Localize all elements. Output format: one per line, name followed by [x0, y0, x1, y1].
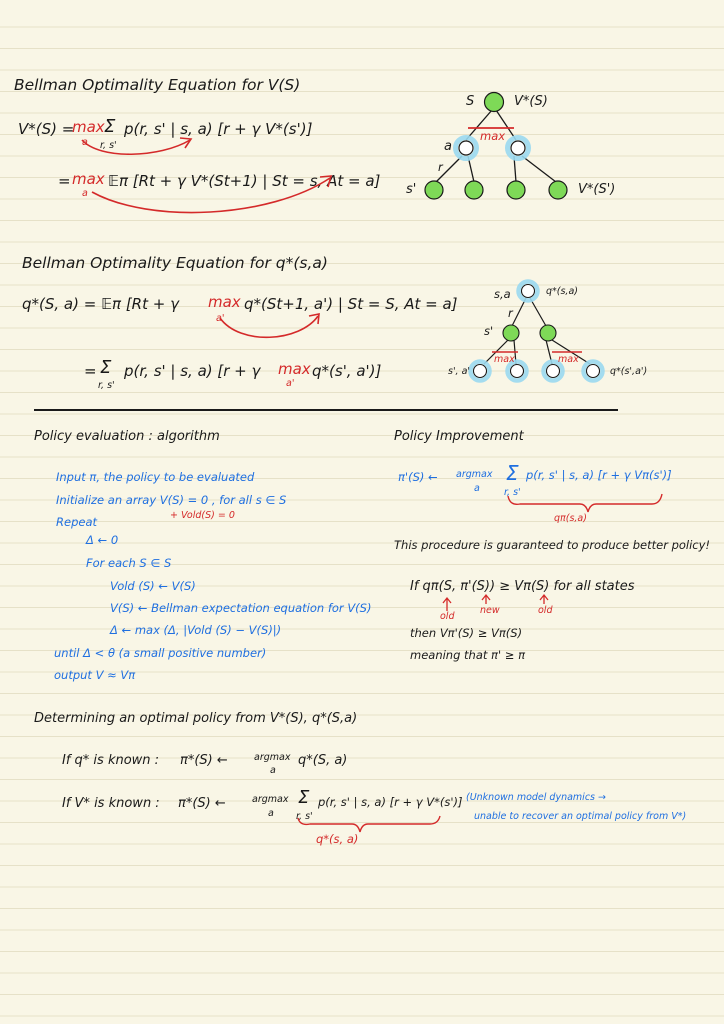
tree-q-max-left-label: max: [494, 354, 515, 365]
section-title-bellman-q: Bellman Optimality Equation for q*(s,a): [22, 254, 328, 272]
policy-improve-then-line: then Vπ'(S) ≥ Vπ(S): [410, 626, 523, 640]
optimal-line2-sum: Σ: [298, 787, 310, 808]
eq2-equals: =: [58, 172, 71, 190]
q-eq2-body-b: q*(s', a')]: [312, 362, 382, 380]
eq1-arrow: [82, 137, 190, 154]
policy-improve-brace-label: qπ(s,a): [554, 513, 587, 524]
policy-improve-lhs: π'(S) ←: [398, 470, 438, 484]
optimal-line2-argmax: argmax: [252, 794, 289, 805]
optimal-line1-argmax-sub: a: [270, 765, 276, 776]
policy-improve-title: Policy Improvement: [394, 429, 524, 444]
tree-v-action-node-right: [511, 141, 525, 155]
optimal-title: Determining an optimal policy from V*(S), q*(S,a): [34, 711, 358, 726]
old2-arrow: [540, 595, 548, 604]
eq1-sum-sub: r, s': [100, 140, 117, 151]
tree-v-leaf-2: [465, 181, 483, 199]
q-eq1-max: max: [208, 293, 241, 311]
tree-q-qsa-label: q*(s,a): [546, 286, 578, 297]
eq1-max: max: [72, 118, 105, 136]
tree-v-leaf-1: [425, 181, 443, 199]
tree-v-vs-label: V*(S): [514, 94, 548, 109]
optimal-line1-tail: q*(S, a): [298, 753, 348, 768]
q-eq2-body-a: p(r, s' | s, a) [r + γ: [124, 362, 261, 380]
policy-eval-line4: Δ ← 0: [86, 533, 119, 547]
policy-eval-title: Policy evaluation : algorithm: [34, 429, 220, 444]
policy-eval-line1: Input π, the policy to be evaluated: [56, 470, 255, 484]
policy-eval-line6: Vold (S) ← V(S): [110, 579, 196, 593]
tree-v-max-label: max: [480, 129, 506, 143]
tree-v-leaf-4: [549, 181, 567, 199]
q-eq1-arrow-head: [309, 314, 319, 324]
policy-improve-new: new: [480, 605, 500, 616]
policy-improve-argmax: argmax: [456, 469, 493, 480]
policy-improve-old1: old: [440, 611, 455, 622]
policy-improve-brace: [508, 494, 662, 512]
tree-v-action-node-left: [459, 141, 473, 155]
q-eq1-rest: q*(St+1, a') | St = S, At = a]: [244, 295, 458, 313]
q-eq2-max: max: [278, 360, 311, 378]
eq2-body: 𝔼π [Rt + γ V*(St+1) | St = s, At = a]: [108, 172, 381, 190]
optimal-line2-if: If V* is known :: [62, 796, 160, 811]
q-eq2-sum: Σ: [100, 357, 112, 378]
policy-improve-body: p(r, s' | s, a) [r + γ Vπ(s')]: [526, 468, 672, 482]
tree-q-sa-prime-label: s', a': [448, 366, 471, 377]
tree-q-leaf-3: [547, 365, 560, 378]
optimal-brace-label: q*(s, a): [316, 832, 359, 846]
tree-v-r-label: r: [438, 160, 443, 174]
eq2-max-sub: a: [82, 188, 88, 199]
q-eq1-max-sub: a': [216, 313, 225, 324]
optimal-note2: unable to recover an optimal policy from V*): [474, 811, 687, 822]
tree-v-s-label: S: [466, 94, 475, 109]
q-eq2-max-sub: a': [286, 378, 295, 389]
optimal-line2-body: p(r, s' | s, a) [r + γ V*(s')]: [318, 795, 463, 809]
policy-eval-line2-note: + Vold(S) = 0: [170, 510, 235, 521]
policy-improve-meaning-line: meaning that π' ≥ π: [410, 648, 526, 662]
eq1-sum: Σ: [104, 116, 116, 137]
policy-improve-argmax-sub: a: [474, 483, 480, 494]
policy-eval-line8: Δ ← max (Δ, |Vold (S) − V(S)|): [110, 623, 282, 637]
q-eq1-lhs: q*(S, a) = 𝔼π [Rt + γ: [22, 295, 179, 313]
policy-eval-line10: output V ≈ Vπ: [54, 668, 136, 682]
old1-arrow: [443, 598, 451, 611]
eq1-lhs: V*(S) =: [18, 120, 75, 138]
eq2-max: max: [72, 170, 105, 188]
tree-q-state-node-left: [503, 325, 519, 341]
optimal-note1: (Unknown model dynamics →: [466, 792, 606, 803]
policy-eval-line7: V(S) ← Bellman expectation equation for V(S): [110, 601, 372, 615]
tree-v-vs-prime-label: V*(S'): [578, 182, 616, 197]
eq1-body: p(r, s' | s, a) [r + γ V*(s')]: [124, 120, 313, 138]
policy-improve-guarantee: This procedure is guaranteed to produce better policy!: [394, 538, 711, 552]
optimal-line1-if: If q* is known :: [62, 753, 160, 768]
tree-q-max-right-label: max: [558, 354, 579, 365]
policy-eval-line5: For each S ∈ S: [86, 556, 172, 570]
tree-q-s-prime-label: s': [484, 324, 494, 338]
policy-eval-line2: Initialize an array V(S) = 0 , for all s ∈ S: [56, 493, 287, 507]
tree-v-s-prime-label: s': [406, 182, 417, 197]
tree-q-leaf-1: [474, 365, 487, 378]
tree-v-leaf-3: [507, 181, 525, 199]
q-eq1-arrow: [220, 316, 318, 337]
policy-improve-if-line: If qπ(S, π'(S)) ≥ Vπ(S) for all states: [410, 579, 635, 594]
optimal-brace: [298, 816, 440, 832]
policy-improve-sum: Σ: [506, 461, 519, 485]
q-eq2-sum-sub: r, s': [98, 380, 115, 391]
optimal-line1-argmax: argmax: [254, 752, 291, 763]
tree-q-root-node: [522, 285, 535, 298]
new-arrow: [482, 595, 490, 604]
tree-q-leaf-2: [511, 365, 524, 378]
policy-improve-sum-sub: r, s': [504, 487, 521, 498]
section-title-bellman-v: Bellman Optimality Equation for V(S): [14, 76, 301, 94]
optimal-line2-pi: π*(S) ←: [178, 796, 226, 811]
policy-improve-old2: old: [538, 605, 553, 616]
optimal-line2-argmax-sub: a: [268, 808, 274, 819]
eq1-max-sub: a: [82, 137, 88, 148]
tree-v-a-label: a: [444, 139, 452, 154]
q-eq2-equals: =: [84, 362, 97, 380]
tree-q-q-prime-label: q*(s',a'): [610, 366, 648, 377]
policy-eval-line9: until Δ < θ (a small positive number): [54, 646, 267, 660]
tree-q-state-node-right: [540, 325, 556, 341]
tree-q-leaf-4: [587, 365, 600, 378]
tree-v-root-node: [485, 93, 504, 112]
tree-q-sa-label: s,a: [494, 287, 511, 301]
optimal-line2-sum-sub: r, s': [296, 811, 313, 822]
tree-q-r-label: r: [508, 306, 513, 320]
eq1-arrow-head: [180, 138, 191, 148]
section-divider: [34, 409, 618, 411]
optimal-line1-pi: π*(S) ←: [180, 753, 228, 768]
policy-eval-line3: Repeat: [56, 515, 97, 529]
